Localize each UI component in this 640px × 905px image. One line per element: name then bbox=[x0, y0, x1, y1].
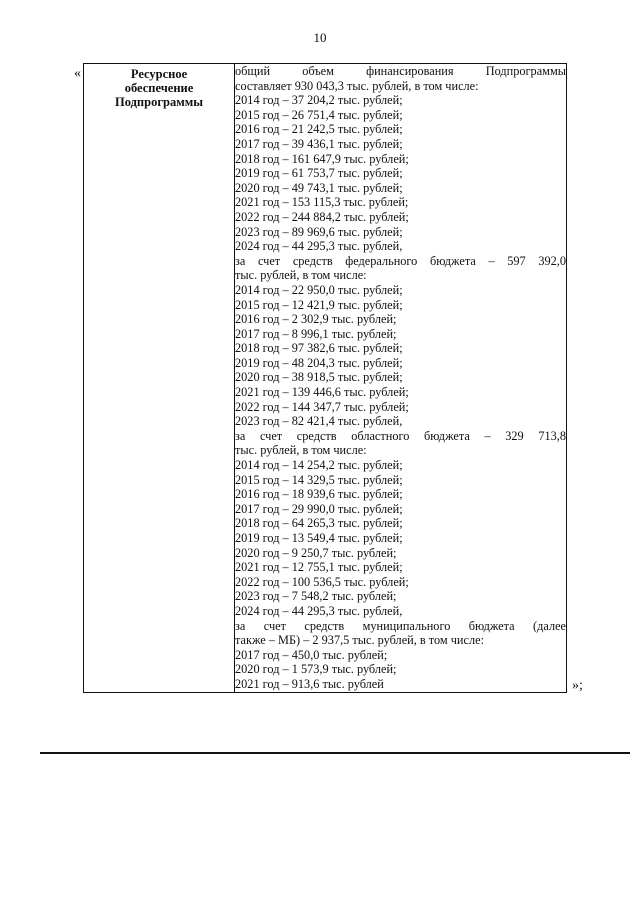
resource-table bbox=[83, 63, 567, 693]
content-line: 2024 год – 44 295,3 тыс. рублей, bbox=[235, 603, 403, 618]
content-line: составляет 930 043,3 тыс. рублей, в том числе: bbox=[235, 78, 479, 93]
content-line: 2020 год – 49 743,1 тыс. рублей; bbox=[235, 180, 403, 195]
content-line: 2017 год – 29 990,0 тыс. рублей; bbox=[235, 501, 403, 516]
content-line: 2016 год – 21 242,5 тыс. рублей; bbox=[235, 122, 403, 137]
label-cell bbox=[84, 64, 235, 693]
content-line: 2016 год – 18 939,6 тыс. рублей; bbox=[235, 487, 403, 502]
content-line: 2021 год – 153 115,3 тыс. рублей; bbox=[235, 195, 409, 210]
content-line: за счет средств областного бюджета – 329 713,8 bbox=[235, 428, 566, 443]
content-line: 2022 год – 144 347,7 тыс. рублей; bbox=[235, 399, 409, 414]
content-line: 2014 год – 14 254,2 тыс. рублей; bbox=[235, 458, 403, 473]
content-line: 2015 год – 12 421,9 тыс. рублей; bbox=[235, 297, 403, 312]
content-line: 2022 год – 100 536,5 тыс. рублей; bbox=[235, 574, 409, 589]
content-line: 2014 год – 22 950,0 тыс. рублей; bbox=[235, 282, 403, 297]
label-line: обеспечение bbox=[124, 81, 194, 95]
content-line: тыс. рублей, в том числе: bbox=[235, 268, 367, 283]
content-line: 2015 год – 14 329,5 тыс. рублей; bbox=[235, 472, 403, 487]
label-line: Подпрограммы bbox=[114, 95, 203, 109]
content-line: 2019 год – 61 753,7 тыс. рублей; bbox=[235, 166, 403, 181]
closing-quote: »; bbox=[572, 678, 583, 693]
content-line: 2021 год – 913,6 тыс. рублей bbox=[235, 676, 384, 691]
content-line: 2019 год – 13 549,4 тыс. рублей; bbox=[235, 531, 403, 545]
content-line: 2017 год – 8 996,1 тыс. рублей; bbox=[235, 326, 397, 341]
content-line: 2020 год – 9 250,7 тыс. рублей; bbox=[235, 545, 397, 560]
content-line: также – МБ) – 2 937,5 тыс. рублей, в том числе: bbox=[235, 633, 484, 648]
label-text bbox=[84, 64, 234, 109]
content-lines bbox=[235, 64, 566, 692]
content-line: 2015 год – 26 751,4 тыс. рублей; bbox=[235, 107, 403, 122]
content-line: 2024 год – 44 295,3 тыс. рублей, bbox=[235, 239, 403, 254]
content-line: тыс. рублей, в том числе: bbox=[235, 443, 367, 458]
content-line: 2023 год – 82 421,4 тыс. рублей, bbox=[235, 414, 403, 429]
content-line: общий объем финансирования Подпрограммы bbox=[235, 64, 566, 78]
content-line: 2014 год – 37 204,2 тыс. рублей; bbox=[235, 93, 403, 108]
content-line: 2018 год – 161 647,9 тыс. рублей; bbox=[235, 151, 409, 166]
content-line: 2022 год – 244 884,2 тыс. рублей; bbox=[235, 209, 409, 224]
content-line: 2018 год – 97 382,6 тыс. рублей; bbox=[235, 341, 403, 356]
content-line: 2018 год – 64 265,3 тыс. рублей; bbox=[235, 516, 403, 531]
content-line: 2016 год – 2 302,9 тыс. рублей; bbox=[235, 312, 397, 327]
content-cell bbox=[235, 64, 567, 693]
content-line: 2020 год – 1 573,9 тыс. рублей; bbox=[235, 662, 397, 677]
horizontal-rule bbox=[40, 752, 630, 754]
content-line: 2020 год – 38 918,5 тыс. рублей; bbox=[235, 370, 403, 385]
content-line: 2019 год – 48 204,3 тыс. рублей; bbox=[235, 355, 403, 370]
content-line: 2017 год – 450,0 тыс. рублей; bbox=[235, 647, 388, 662]
content-line: 2021 год – 12 755,1 тыс. рублей; bbox=[235, 560, 403, 575]
table-row bbox=[84, 64, 567, 693]
content-line: 2023 год – 7 548,2 тыс. рублей; bbox=[235, 589, 397, 604]
content-line: 2021 год – 139 446,6 тыс. рублей; bbox=[235, 385, 409, 400]
content-line: за счет средств муниципального бюджета (далее bbox=[235, 618, 566, 633]
content-line: за счет средств федерального бюджета – 597 392,0 bbox=[235, 253, 566, 268]
content-line: 2023 год – 89 969,6 тыс. рублей; bbox=[235, 224, 403, 239]
label-line: Ресурсное bbox=[130, 67, 188, 81]
page-number: 10 bbox=[313, 30, 327, 45]
content-line: 2017 год – 39 436,1 тыс. рублей; bbox=[235, 136, 403, 151]
opening-quote: « bbox=[74, 66, 81, 81]
